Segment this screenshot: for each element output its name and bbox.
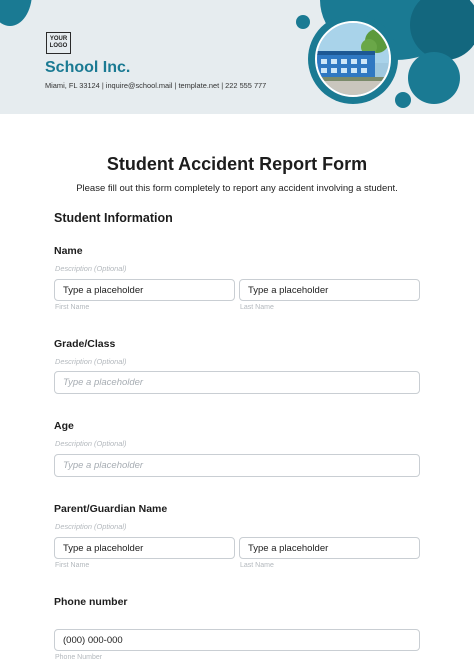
last-name-input[interactable]: Type a placeholder [239,279,420,301]
guardian-first-name-sublabel: First Name [55,562,90,569]
grade-label: Grade/Class [54,338,116,350]
phone-input[interactable]: (000) 000-000 [54,629,420,651]
first-name-input[interactable]: Type a placeholder [54,279,235,301]
age-input[interactable]: Type a placeholder [54,454,420,477]
section-title: Student Information [54,211,173,225]
grade-input[interactable]: Type a placeholder [54,371,420,394]
school-photo [315,21,391,97]
logo: YOUR LOGO [46,32,71,54]
company-name: School Inc. [45,59,131,76]
decor-circle [0,0,32,26]
school-building-image [317,23,389,95]
name-label: Name [54,245,83,257]
phone-sublabel: Phone Number [55,654,103,661]
phone-label: Phone number [54,596,128,608]
letterhead [0,0,474,114]
first-name-sublabel: First Name [55,304,90,311]
decor-circle [296,15,310,29]
decor-circle [395,92,411,108]
guardian-last-name-sublabel: Last Name [240,562,274,569]
guardian-description: Description (Optional) [55,522,127,531]
contact-info: Miami, FL 33124 | inquire@school.mail | template.net | 222 555 777 [45,81,267,90]
guardian-last-name-input[interactable]: Type a placeholder [239,537,420,559]
age-description: Description (Optional) [55,439,127,448]
guardian-label: Parent/Guardian Name [54,503,168,515]
decor-circle [408,52,460,104]
guardian-first-name-input[interactable]: Type a placeholder [54,537,235,559]
name-description: Description (Optional) [55,264,127,273]
form-intro: Please fill out this form completely to report any accident involving a student. [76,183,398,194]
grade-description: Description (Optional) [55,357,127,366]
form-title: Student Accident Report Form [106,154,368,174]
last-name-sublabel: Last Name [240,304,274,311]
age-label: Age [54,420,74,432]
